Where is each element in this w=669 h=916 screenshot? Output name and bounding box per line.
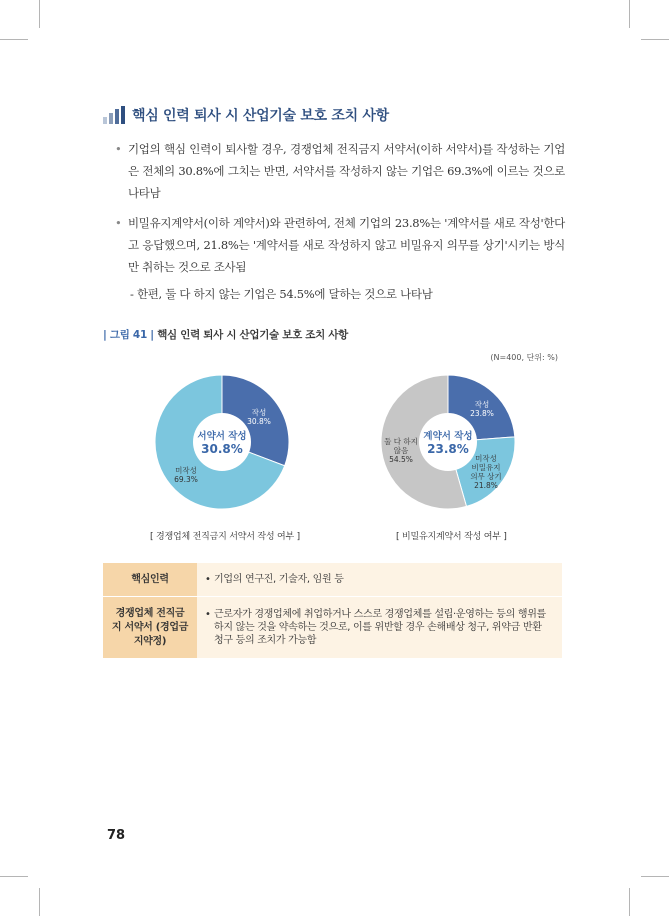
pie-slice-label: 비밀유지: [471, 463, 501, 472]
figure-title: 핵심 인력 퇴사 시 산업기술 보호 조치 사항: [157, 329, 349, 341]
bullet-paragraph: [115, 138, 565, 204]
table-header-cell: [103, 597, 197, 659]
crop-mark: [641, 876, 669, 877]
page-number: 78: [107, 828, 126, 843]
chart-title: [ 경쟁업체 전직금지 서약서 작성 여부 ]: [150, 532, 300, 542]
definition-table: [103, 563, 562, 658]
pie-slice-label: 작성: [474, 400, 490, 409]
cell-text: • 근로자가 경쟁업체에 취업하거나 스스로 경쟁업체를 설립·운영하는 등의 행위를 하지 않는 것을 약속하는 것으로, 이를 위반할 경우 손해배상 청구, 위약금 반환 청구 등의 조치가 가능함: [205, 608, 552, 647]
table-header-cell: 핵심인력: [103, 563, 197, 597]
pie-slice-label: 54.5%: [389, 455, 413, 464]
pie-slice-label: 않음: [393, 446, 409, 455]
bar-chart-icon: [103, 106, 125, 124]
table-row: [103, 563, 562, 597]
sub-bullet: - 한편, 둘 다 하지 않는 기업은 54.5%에 달하는 것으로 나타남: [130, 287, 433, 301]
cell-text: • 기업의 연구진, 기술자, 임원 등: [205, 573, 552, 586]
chart-title: [ 비밀유지계약서 작성 여부 ]: [396, 532, 507, 542]
pie-slice-label: 23.8%: [470, 409, 494, 418]
crop-mark: [0, 876, 28, 877]
table-row: [103, 597, 562, 659]
section-heading: [103, 102, 389, 128]
section-title: 핵심 인력 퇴사 시 산업기술 보호 조치 사항: [132, 108, 389, 124]
figure-label: | 그림 41 |: [103, 329, 154, 341]
crop-mark: [629, 888, 630, 916]
bullet-paragraph: [115, 212, 565, 278]
table-header-text: 경쟁업체 전직금지 서약서 (경업금지약정): [111, 607, 189, 647]
crop-mark: [39, 0, 40, 28]
table-content-cell: [197, 597, 562, 659]
donut-center-label: 계약서 작성: [423, 431, 473, 442]
figure-caption: [103, 327, 348, 342]
crop-mark: [641, 39, 669, 40]
pie-slice-label: 미작성: [475, 454, 497, 463]
bullet-text: 비밀유지계약서(이하 계약서)와 관련하여, 전체 기업의 23.8%는 '계약서를 새로 작성'한다고 응답했으며, 21.8%는 '계약서를 새로 작성하지 않고 비밀유지 의무를 상기'시키는 방식만 취하는 것으로 조사됨: [128, 216, 565, 274]
donut-center-value: 23.8%: [427, 442, 469, 456]
unit-note: (N=400, 단위: %): [490, 353, 558, 362]
pie-slice-label: 69.3%: [174, 475, 198, 484]
crop-mark: [629, 0, 630, 28]
bullet-text: 기업의 핵심 인력이 퇴사할 경우, 경쟁업체 전직금지 서약서(이하 서약서)를 작성하는 기업은 전체의 30.8%에 그치는 반면, 서약서를 작성하지 않는 기업은 69.3%에 이르는 것으로 나타남: [128, 142, 565, 200]
crop-mark: [39, 888, 40, 916]
pie-slice-label: 21.8%: [474, 481, 498, 490]
pie-chart-nda: [381, 375, 515, 509]
donut-center-value: 30.8%: [201, 442, 243, 456]
pie-slice-label: 미작성: [175, 466, 197, 475]
pie-slice-label: 둘 다 하지: [384, 437, 418, 446]
bullet-dot-icon: •: [115, 216, 122, 230]
crop-mark: [0, 39, 28, 40]
pie-slice-label: 의무 상기: [470, 472, 502, 481]
pie-slice-label: 작성: [251, 408, 267, 417]
pie-slice-label: 30.8%: [247, 417, 271, 426]
table-content-cell: [197, 563, 562, 597]
donut-center-label: 서약서 작성: [197, 431, 247, 442]
pie-chart-noncompete: [155, 375, 289, 509]
bullet-dot-icon: •: [115, 142, 122, 156]
